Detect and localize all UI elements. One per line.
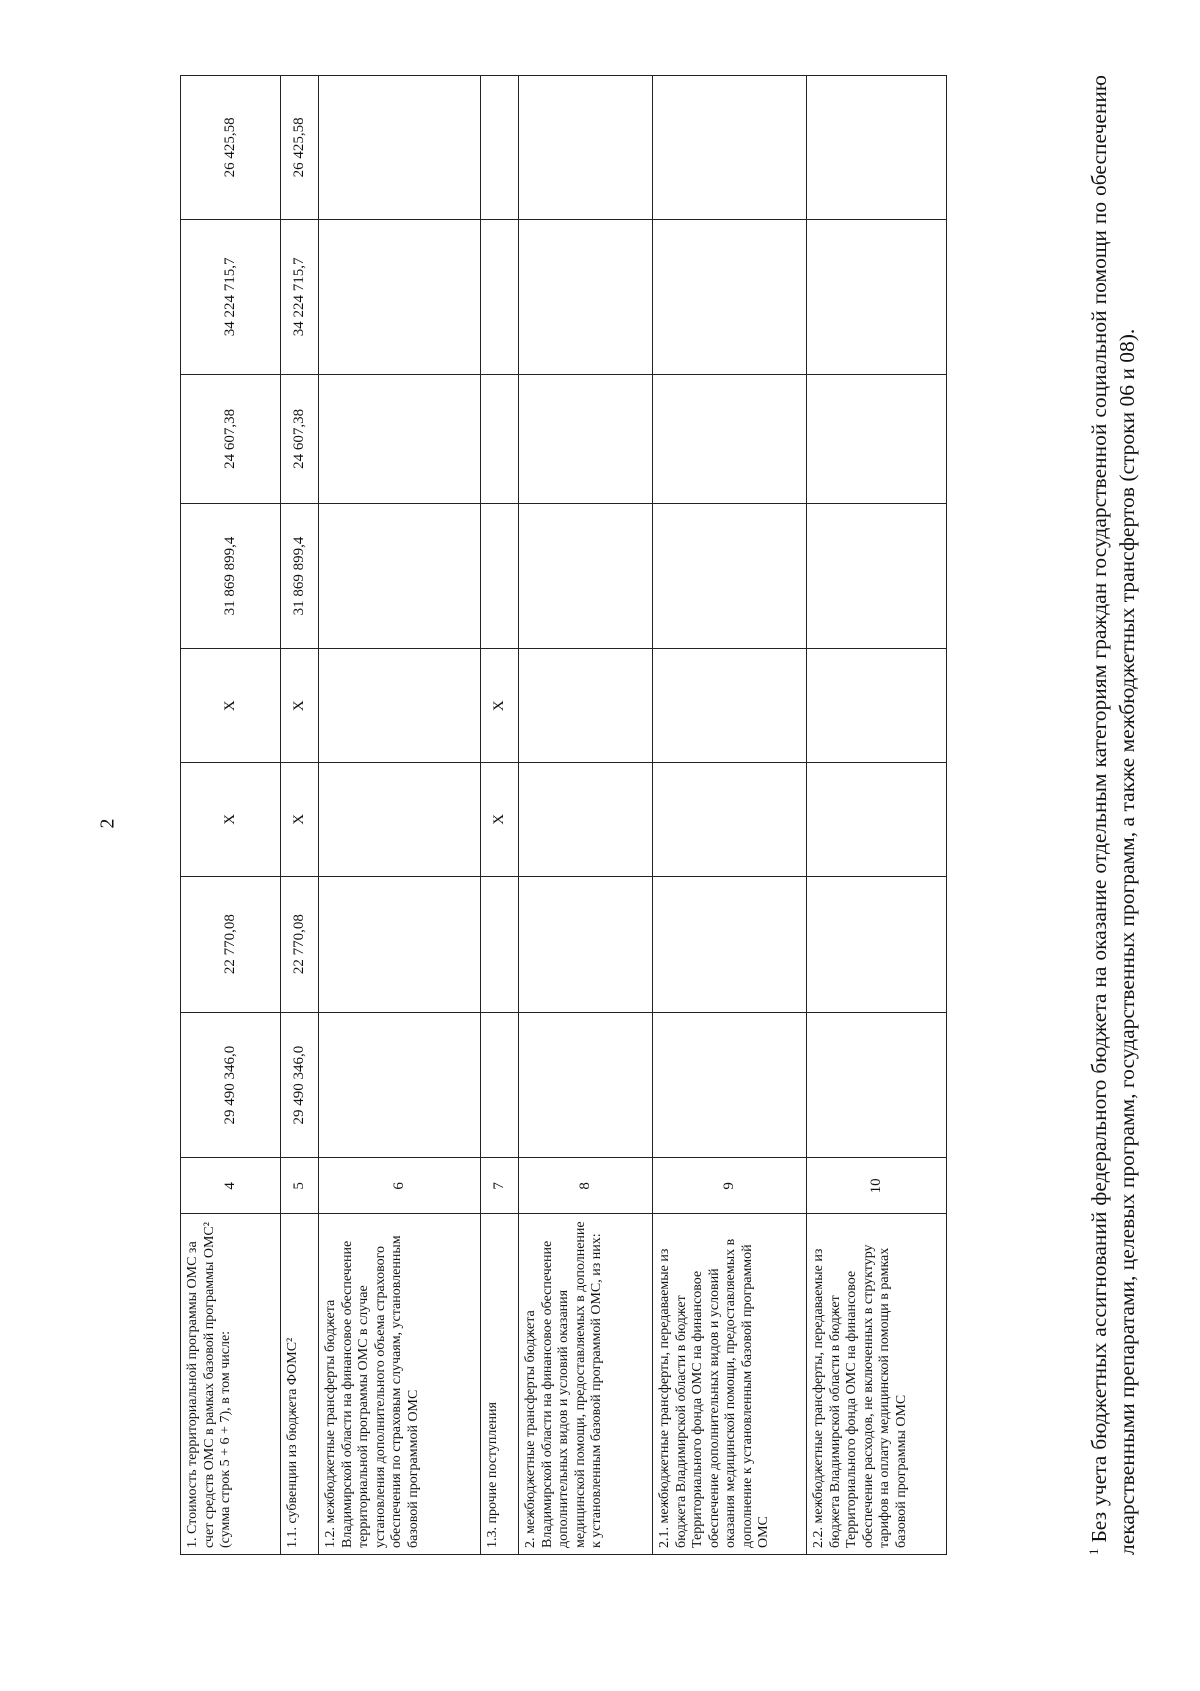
value-cell: X <box>181 649 281 763</box>
row-label: 2.1. межбюджетные трансферты, передаваемые из бюджета Владимирской области в бюджет Территориального фонда ОМС на финансовое обеспечение дополнительных видов и условий оказания медицинской помощи, предоставляемых в дополнение к установленным базовой программой ОМС <box>653 1214 807 1555</box>
row-label: 2. межбюджетные трансферты бюджета Владимирской области на финансовое обеспечение дополнительных видов и условий оказания медицинской помощи, предоставляемых в дополнение к установленным базовой программой ОМС, из них: <box>519 1214 653 1555</box>
value-cell: 24 607,38 <box>281 375 319 504</box>
value-cell <box>519 76 653 220</box>
value-cell <box>653 876 807 1012</box>
row-label: 1. Стоимость территориальной программы ОМС за счет средств ОМС в рамках базовой программы ОМС² (сумма строк 5 + 6 + 7), в том числе: <box>181 1214 281 1555</box>
value-cell: X <box>281 649 319 763</box>
value-cell: 29 490 346,0 <box>181 1012 281 1158</box>
value-cell <box>807 503 947 649</box>
value-cell: 34 224 715,7 <box>181 219 281 374</box>
value-cell <box>807 219 947 374</box>
line-number-cell: 4 <box>181 1158 281 1214</box>
value-cell <box>481 375 519 504</box>
line-number-cell: 6 <box>319 1158 481 1214</box>
table-row <box>481 76 519 1555</box>
line-number-cell: 10 <box>807 1158 947 1214</box>
line-number-cell: 9 <box>653 1158 807 1214</box>
value-cell <box>653 1012 807 1158</box>
value-cell <box>807 375 947 504</box>
value-cell: 34 224 715,7 <box>281 219 319 374</box>
row-label: 1.3. прочие поступления <box>481 1214 519 1555</box>
value-cell <box>807 649 947 763</box>
value-cell <box>319 763 481 877</box>
table-row <box>281 76 319 1555</box>
footnote-marker: 1 <box>1086 1548 1101 1555</box>
table-row <box>519 76 653 1555</box>
value-cell: 31 869 899,4 <box>181 503 281 649</box>
value-cell <box>653 503 807 649</box>
value-cell <box>481 1012 519 1158</box>
line-number-cell: 8 <box>519 1158 653 1214</box>
value-cell <box>519 375 653 504</box>
value-cell: X <box>481 763 519 877</box>
value-cell <box>481 503 519 649</box>
value-cell <box>807 763 947 877</box>
value-cell: X <box>181 763 281 877</box>
value-cell: 22 770,08 <box>281 876 319 1012</box>
footnote-text: Без учета бюджетных ассигнований федерального бюджета на оказание отдельным категориям граждан государственной социальной помощи по обеспечению лекарственными препаратами, целевых программ, государственных программ, а также межбюджетных трансфертов (строки 06 и 08). <box>1087 75 1139 1555</box>
table-row <box>653 76 807 1555</box>
value-cell: 24 607,38 <box>181 375 281 504</box>
value-cell: X <box>481 649 519 763</box>
row-label: 2.2. межбюджетные трансферты, передаваемые из бюджета Владимирской области в бюджет Территориального фонда ОМС на финансовое обеспечение расходов, не включенных в структуру тарифов на оплату медицинской помощи в рамках базовой программы ОМС <box>807 1214 947 1555</box>
value-cell <box>481 76 519 220</box>
value-cell: X <box>281 763 319 877</box>
value-cell <box>319 876 481 1012</box>
value-cell <box>519 503 653 649</box>
value-cell: 31 869 899,4 <box>281 503 319 649</box>
value-cell <box>653 76 807 220</box>
value-cell <box>519 649 653 763</box>
value-cell: 26 425,58 <box>181 76 281 220</box>
line-number-cell: 5 <box>281 1158 319 1214</box>
value-cell <box>319 649 481 763</box>
value-cell <box>519 876 653 1012</box>
row-label: 1.2. межбюджетные трансферты бюджета Владимирской области на финансовое обеспечение территориальной программы ОМС в случае установления дополнительного объема страхового обеспечения по страховым случаям, установленным базовой программой ОМС <box>319 1214 481 1555</box>
value-cell <box>319 503 481 649</box>
value-cell <box>653 375 807 504</box>
footnote <box>1086 75 1141 1555</box>
value-cell: 29 490 346,0 <box>281 1012 319 1158</box>
value-cell <box>519 1012 653 1158</box>
financing-table <box>180 75 947 1555</box>
table-row <box>181 76 281 1555</box>
value-cell <box>319 76 481 220</box>
value-cell <box>481 876 519 1012</box>
value-cell: 26 425,58 <box>281 76 319 220</box>
rotated-page-content <box>180 75 1200 1555</box>
value-cell <box>519 763 653 877</box>
page-number: 2 <box>96 818 119 829</box>
value-cell <box>653 219 807 374</box>
line-number-cell: 7 <box>481 1158 519 1214</box>
value-cell <box>653 649 807 763</box>
value-cell <box>319 1012 481 1158</box>
value-cell <box>519 219 653 374</box>
value-cell <box>807 876 947 1012</box>
value-cell <box>481 219 519 374</box>
value-cell: 22 770,08 <box>181 876 281 1012</box>
value-cell <box>807 1012 947 1158</box>
value-cell <box>319 375 481 504</box>
value-cell <box>653 763 807 877</box>
value-cell <box>807 76 947 220</box>
row-label: 1.1. субвенции из бюджета ФОМС² <box>281 1214 319 1555</box>
table-row <box>807 76 947 1555</box>
table-row <box>319 76 481 1555</box>
value-cell <box>319 219 481 374</box>
